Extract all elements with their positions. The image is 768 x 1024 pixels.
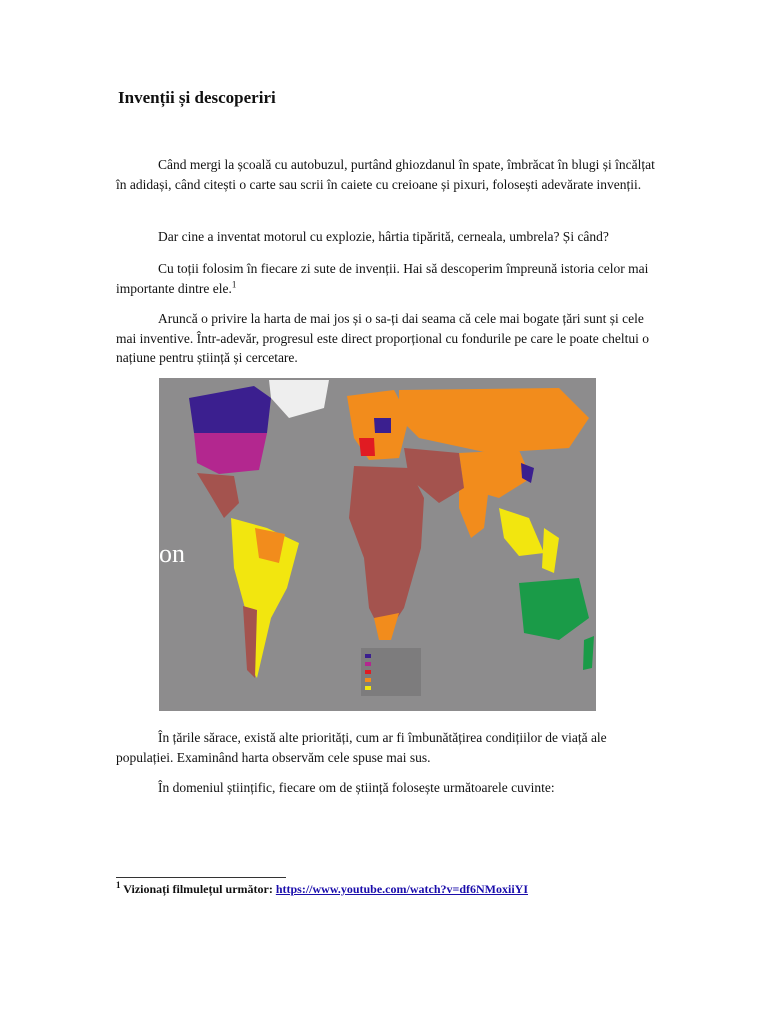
paragraph-4-text: Aruncă o privire la harta de mai jos și o sa-ți dai seama că cele mai bogate țări sunt și cele mai inventive. Într-adevăr, progresul este direct proporțional cu fondurile pe care le poate cheltui o națiune pentru știință și cercetare. bbox=[116, 311, 649, 365]
world-map-image bbox=[159, 378, 596, 711]
paragraph-5-text: În țările sărace, există alte priorități, cum ar fi îmbunătățirea condițiilor de viață ale populației. Examinând harta observăm cele spuse mai sus. bbox=[116, 730, 607, 765]
paragraph-4 bbox=[116, 309, 656, 368]
paragraph-1 bbox=[116, 155, 656, 194]
footnote-link[interactable]: https://www.youtube.com/watch?v=df6NMoxiiYI bbox=[275, 882, 529, 896]
page-title: Invenții și descoperiri bbox=[118, 88, 276, 107]
france bbox=[359, 438, 375, 456]
paragraph-5 bbox=[116, 728, 656, 767]
paragraph-3 bbox=[116, 259, 656, 298]
legend-swatch-4 bbox=[365, 678, 371, 682]
map-overlay-text: on bbox=[159, 539, 185, 568]
legend-swatch-1 bbox=[365, 654, 371, 658]
legend-swatch-2 bbox=[365, 662, 371, 666]
paragraph-2-text: Dar cine a inventat motorul cu explozie, hârtia tipărită, cerneala, umbrela? Și când? bbox=[158, 229, 609, 244]
footnote-number: 1 bbox=[116, 880, 121, 890]
paragraph-2 bbox=[116, 227, 656, 247]
legend-swatch-5 bbox=[365, 686, 371, 690]
footnote-marker[interactable]: 1 bbox=[231, 279, 237, 289]
paragraph-6 bbox=[116, 778, 656, 798]
paragraph-6-text: În domeniul științific, fiecare om de știință folosește următoarele cuvinte: bbox=[158, 780, 555, 795]
footnote bbox=[116, 882, 528, 897]
footnote-label: Vizionați filmulețul următor: bbox=[123, 882, 273, 896]
paragraph-1-text: Când mergi la școală cu autobuzul, purtând ghiozdanul în spate, îmbrăcat în blugi și încălțat în adidași, când citești o carte sau scrii în caiete cu creioane și pixuri, folosești adevărate invenții. bbox=[116, 157, 655, 192]
paragraph-3-text: Cu toții folosim în fiecare zi sute de invenții. Hai să descoperim împreună istoria celor mai importante dintre ele. bbox=[116, 261, 649, 296]
footnote-separator bbox=[116, 877, 286, 878]
germany bbox=[374, 418, 391, 433]
legend-swatch-3 bbox=[365, 670, 371, 674]
